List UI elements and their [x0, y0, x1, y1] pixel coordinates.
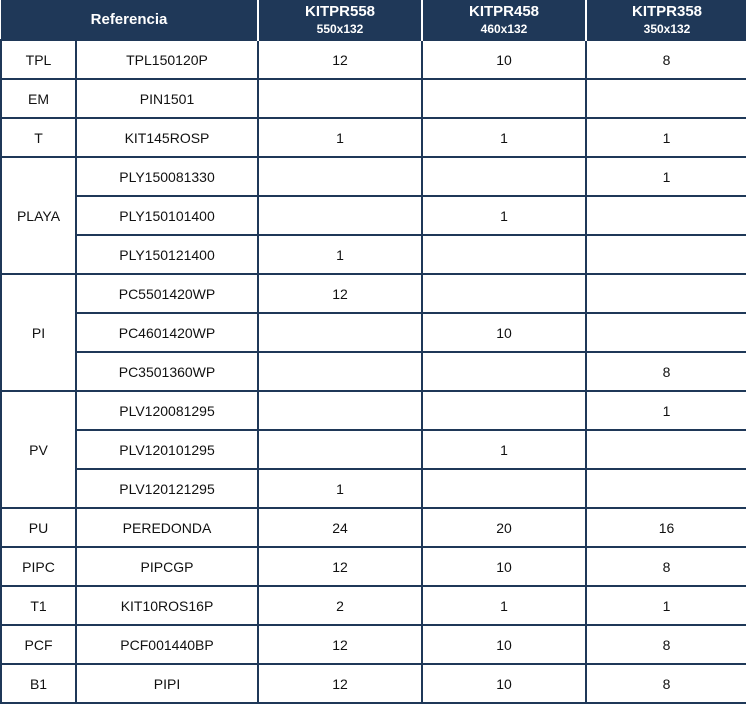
header-kit-size: 350x132	[643, 22, 691, 36]
table-row	[1, 157, 746, 196]
quantity-cell-kit-1	[258, 430, 422, 469]
reference-cell: PLV120081295	[76, 391, 258, 430]
quantity-cell-kit-3: 8	[586, 625, 746, 664]
reference-cell: PLY150121400	[76, 235, 258, 274]
reference-cell: PIPI	[76, 664, 258, 703]
quantity-cell-kit-1	[258, 391, 422, 430]
quantity-cell-kit-2	[422, 274, 586, 313]
quantity-cell-kit-1: 12	[258, 40, 422, 79]
quantity-cell-kit-2: 1	[422, 196, 586, 235]
quantity-cell-kit-2: 10	[422, 547, 586, 586]
header-referencia-label: Referencia	[90, 10, 168, 28]
quantity-cell-kit-2	[422, 469, 586, 508]
quantity-cell-kit-1	[258, 313, 422, 352]
group-code-cell: PCF	[1, 625, 76, 664]
reference-cell: PIN1501	[76, 79, 258, 118]
table-row	[1, 352, 746, 391]
quantity-cell-kit-2	[422, 391, 586, 430]
quantity-cell-kit-3: 1	[586, 586, 746, 625]
quantity-cell-kit-2	[422, 235, 586, 274]
quantity-cell-kit-2: 20	[422, 508, 586, 547]
header-kit-name: KITPR458	[468, 3, 540, 20]
quantity-cell-kit-3: 1	[586, 157, 746, 196]
quantity-cell-kit-2: 1	[422, 586, 586, 625]
reference-cell: PC5501420WP	[76, 274, 258, 313]
group-code-cell: TPL	[1, 40, 76, 79]
quantity-cell-kit-2: 1	[422, 118, 586, 157]
quantity-cell-kit-3	[586, 313, 746, 352]
table-row	[1, 664, 746, 703]
quantity-cell-kit-3	[586, 469, 746, 508]
header-kit-3	[586, 0, 746, 40]
reference-cell: KIT145ROSP	[76, 118, 258, 157]
table-row	[1, 547, 746, 586]
quantity-cell-kit-3	[586, 79, 746, 118]
quantity-cell-kit-3: 8	[586, 547, 746, 586]
reference-cell: KIT10ROS16P	[76, 586, 258, 625]
table-row	[1, 508, 746, 547]
quantity-cell-kit-3: 8	[586, 352, 746, 391]
quantity-cell-kit-2: 10	[422, 40, 586, 79]
quantity-cell-kit-3	[586, 274, 746, 313]
group-code-cell: PI	[1, 274, 76, 391]
quantity-cell-kit-2	[422, 157, 586, 196]
header-referencia	[1, 0, 258, 40]
table-row	[1, 40, 746, 79]
quantity-cell-kit-1	[258, 196, 422, 235]
quantity-cell-kit-1: 12	[258, 664, 422, 703]
table-row	[1, 625, 746, 664]
header-kit-2	[422, 0, 586, 40]
table-row	[1, 469, 746, 508]
table-header-row	[1, 0, 746, 40]
table-row	[1, 196, 746, 235]
header-kit-name: KITPR558	[304, 3, 376, 20]
quantity-cell-kit-3: 1	[586, 391, 746, 430]
table-row	[1, 274, 746, 313]
quantity-cell-kit-1	[258, 79, 422, 118]
quantity-cell-kit-3: 1	[586, 118, 746, 157]
group-code-cell: PV	[1, 391, 76, 508]
quantity-cell-kit-3	[586, 235, 746, 274]
header-kit-name: KITPR358	[631, 3, 703, 20]
table-row	[1, 586, 746, 625]
table-row	[1, 118, 746, 157]
reference-cell: PLY150101400	[76, 196, 258, 235]
quantity-cell-kit-1: 12	[258, 625, 422, 664]
quantity-cell-kit-1: 1	[258, 469, 422, 508]
table-row	[1, 313, 746, 352]
quantity-cell-kit-1: 24	[258, 508, 422, 547]
quantity-cell-kit-1: 12	[258, 274, 422, 313]
quantity-cell-kit-3: 16	[586, 508, 746, 547]
quantity-cell-kit-2	[422, 352, 586, 391]
quantity-cell-kit-3: 8	[586, 664, 746, 703]
reference-cell: PLY150081330	[76, 157, 258, 196]
table-row	[1, 235, 746, 274]
quantity-cell-kit-1	[258, 352, 422, 391]
reference-cell: PLV120101295	[76, 430, 258, 469]
quantity-cell-kit-1: 1	[258, 118, 422, 157]
quantity-cell-kit-2: 10	[422, 664, 586, 703]
group-code-cell: PU	[1, 508, 76, 547]
group-code-cell: EM	[1, 79, 76, 118]
header-kit-1	[258, 0, 422, 40]
reference-cell: PC3501360WP	[76, 352, 258, 391]
table-body	[1, 40, 746, 703]
header-kit-size: 550x132	[316, 22, 364, 36]
group-code-cell: T	[1, 118, 76, 157]
quantity-cell-kit-3	[586, 196, 746, 235]
reference-cell: TPL150120P	[76, 40, 258, 79]
reference-cell: PLV120121295	[76, 469, 258, 508]
quantity-cell-kit-2: 1	[422, 430, 586, 469]
quantity-cell-kit-2	[422, 79, 586, 118]
table-row	[1, 79, 746, 118]
table-row	[1, 430, 746, 469]
quantity-cell-kit-2: 10	[422, 313, 586, 352]
quantity-cell-kit-2: 10	[422, 625, 586, 664]
group-code-cell: PLAYA	[1, 157, 76, 274]
quantity-cell-kit-1: 1	[258, 235, 422, 274]
group-code-cell: B1	[1, 664, 76, 703]
group-code-cell: PIPC	[1, 547, 76, 586]
group-code-cell: T1	[1, 586, 76, 625]
reference-cell: PEREDONDA	[76, 508, 258, 547]
quantity-cell-kit-3	[586, 430, 746, 469]
reference-cell: PCF001440BP	[76, 625, 258, 664]
table-row	[1, 391, 746, 430]
header-kit-size: 460x132	[480, 22, 528, 36]
quantity-cell-kit-1: 2	[258, 586, 422, 625]
reference-cell: PIPCGP	[76, 547, 258, 586]
reference-cell: PC4601420WP	[76, 313, 258, 352]
quantity-cell-kit-3: 8	[586, 40, 746, 79]
quantity-cell-kit-1	[258, 157, 422, 196]
quantity-cell-kit-1: 12	[258, 547, 422, 586]
